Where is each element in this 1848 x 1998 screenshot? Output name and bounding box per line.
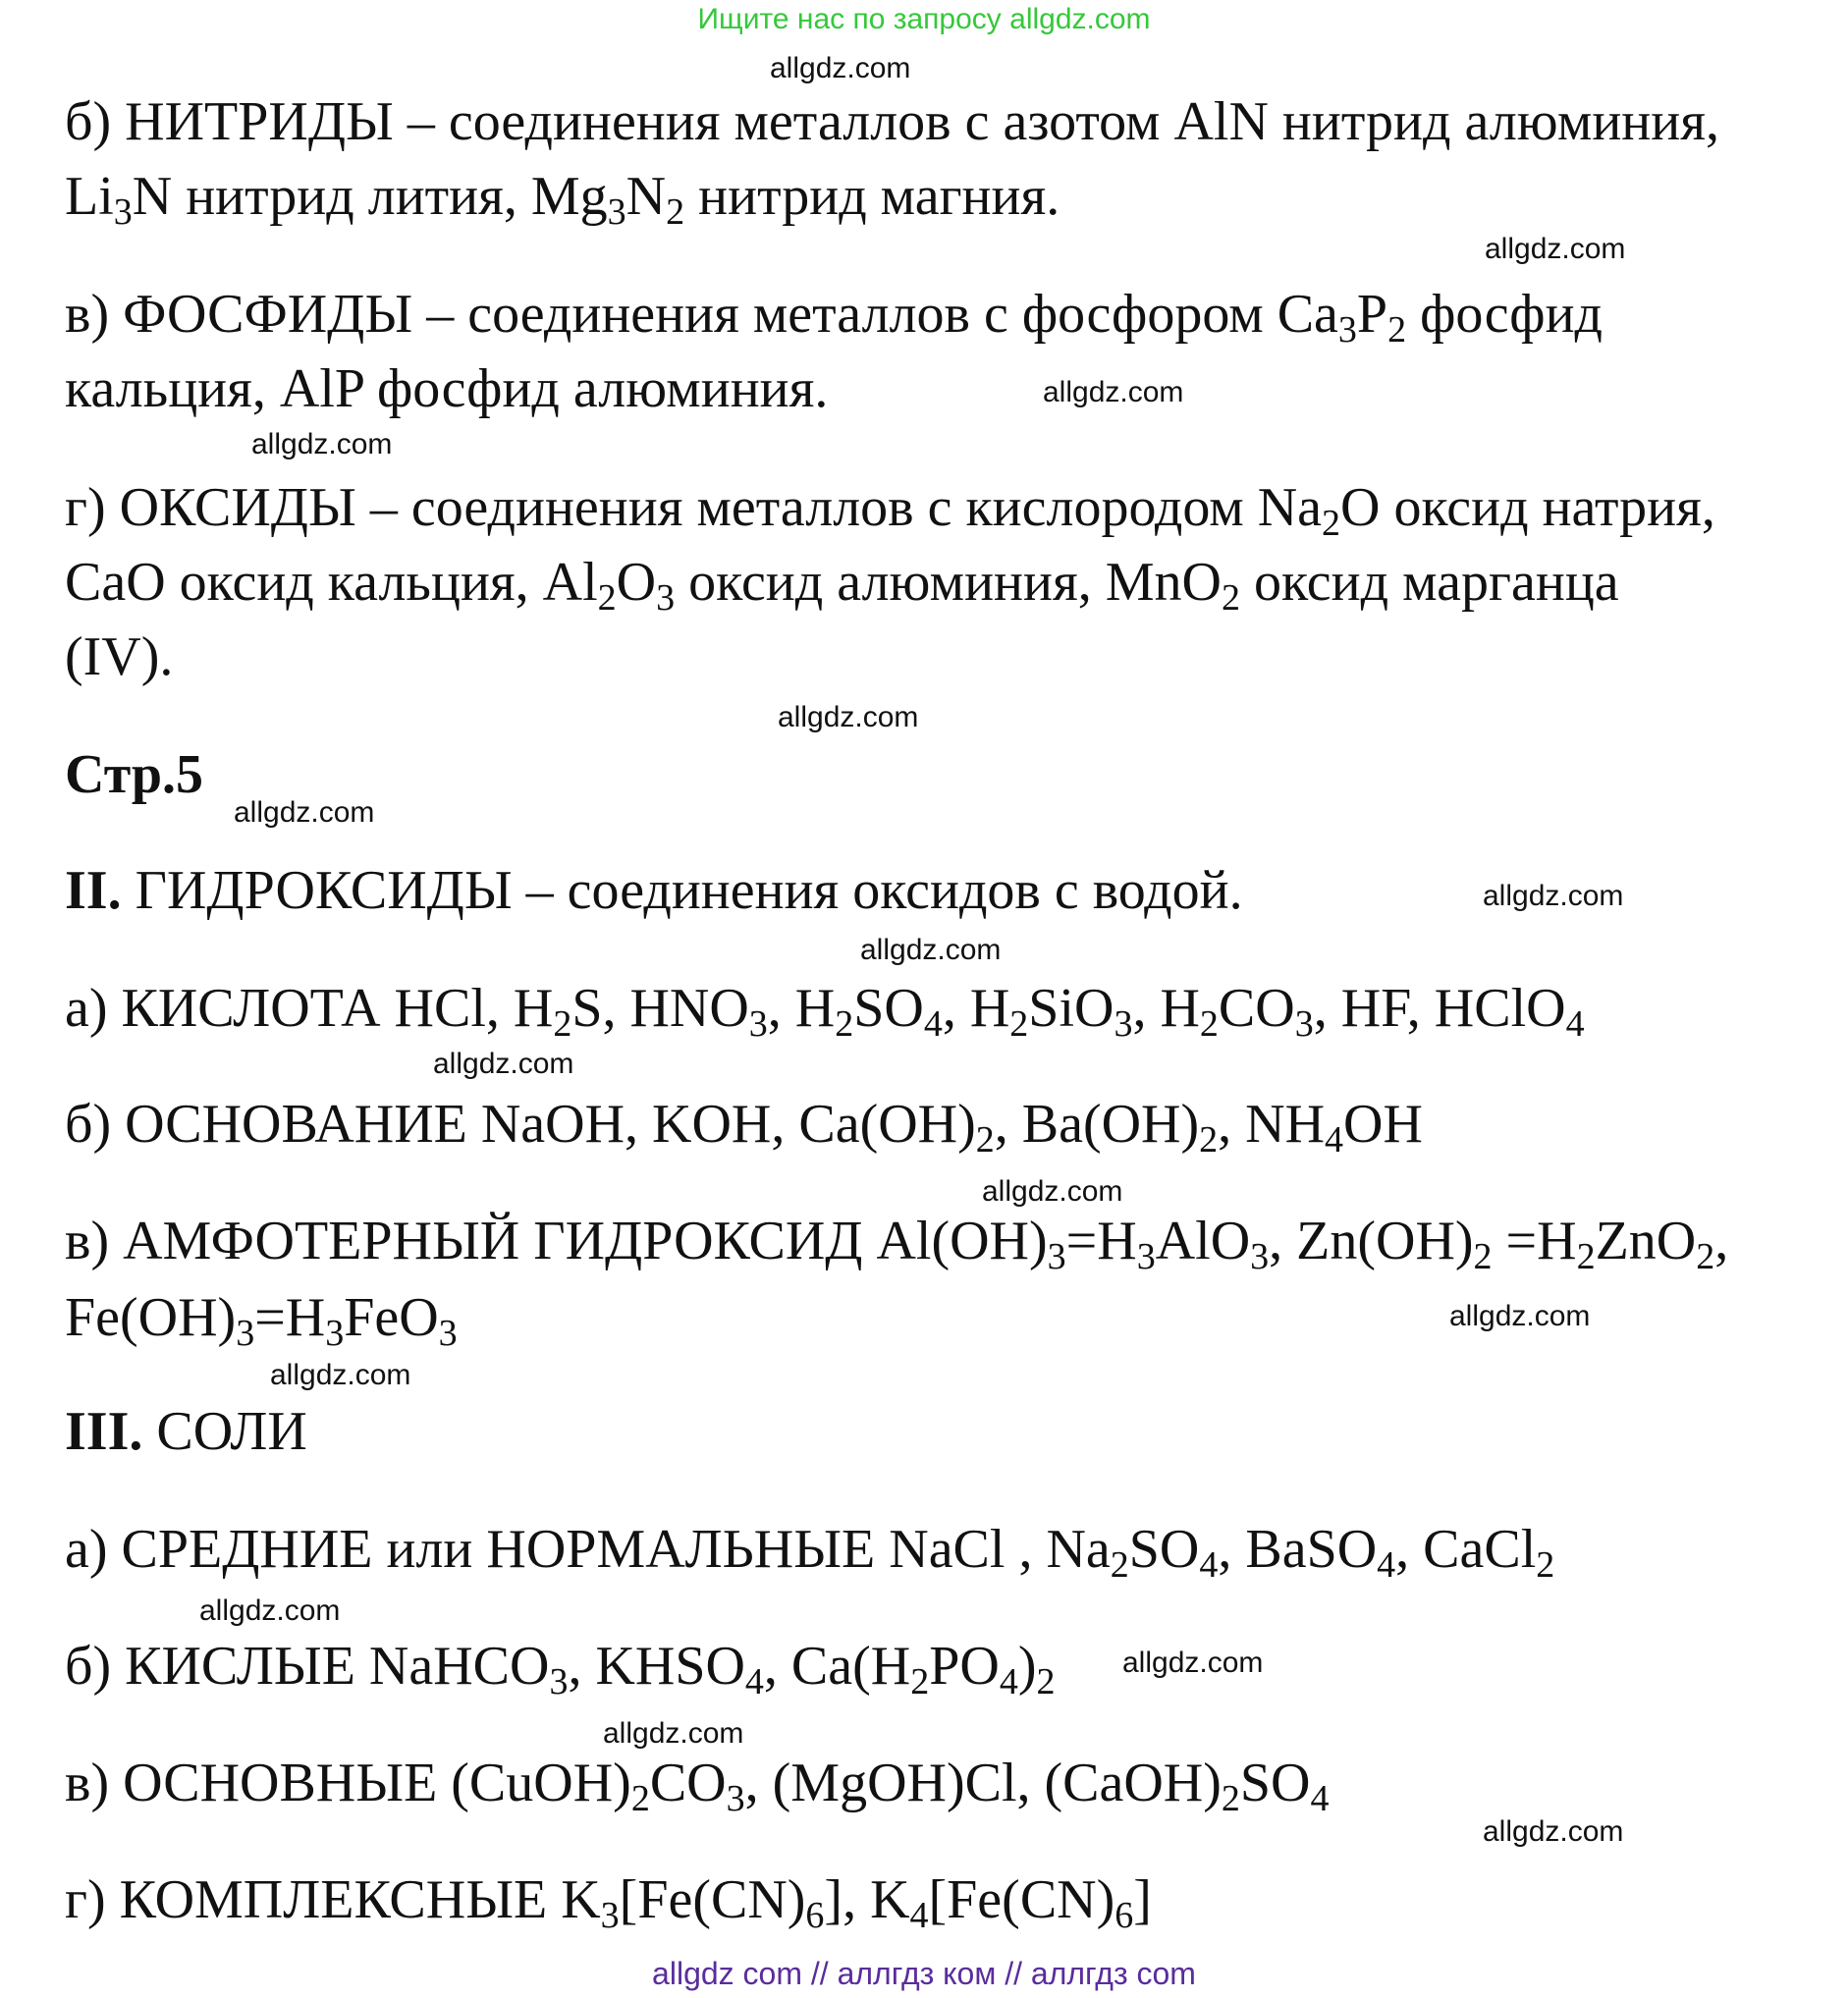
- watermark: allgdz.com: [433, 1048, 574, 1080]
- page-heading: Стр.5: [65, 744, 204, 805]
- amphoteric-line-1: в) АМФОТЕРНЫЙ ГИДРОКСИД $Al(OH)_3=H_3AlO_3$, $Zn(OH)_2 =H_2ZnO_2$,: [65, 1211, 1729, 1277]
- watermark: allgdz.com: [1485, 233, 1626, 265]
- nitrides-line-1: б) НИТРИДЫ – соединения металлов с азотом AlN нитрид алюминия,: [65, 91, 1719, 152]
- oxides-line-3: (IV).: [65, 626, 174, 687]
- nitrides-line-2: $Li_3N$ нитрид лития, $Mg_3N_2$ нитрид магния.: [65, 166, 1060, 233]
- acidic-salts-line: б) КИСЛЫЕ NaHCO$_3$, $KHSO_4$, $Ca(H_2PO_4)_2$: [65, 1636, 1056, 1702]
- top-banner: Ищите нас по запросу allgdz.com: [697, 3, 1151, 35]
- footer-links: allgdz com // аллгдз ком // аллгдз com: [652, 1956, 1196, 1991]
- watermark: allgdz.com: [199, 1594, 341, 1627]
- watermark: allgdz.com: [1122, 1647, 1264, 1679]
- salts-title: III. СОЛИ: [65, 1401, 307, 1462]
- watermark: allgdz.com: [234, 796, 375, 829]
- watermark: allgdz.com: [1483, 1815, 1624, 1848]
- normal-salts-line: а) СРЕДНИЕ или НОРМАЛЬНЫЕ NaCl , $Na_2SO_4$, BaSO$_4$, CaCl$_2$: [65, 1519, 1555, 1586]
- basic-salts-line: в) ОСНОВНЫЕ $(CuOH)_2CO_3$, (MgOH)Cl, $(CaOH)_2SO_4$: [65, 1753, 1330, 1819]
- amphoteric-line-2: $Fe(OH)_3=H_3FeO_3$: [65, 1287, 458, 1354]
- watermark: allgdz.com: [1483, 880, 1624, 912]
- watermark: allgdz.com: [251, 428, 393, 460]
- phosphides-line-2: кальция, AlP фосфид алюминия.: [65, 358, 829, 419]
- acid-line: а) КИСЛОТА HCl, $H_2S$, $HNO_3$, $H_2SO_4$, $H_2SiO_3$, $H_2CO_3$, HF, HClO$_4$: [65, 978, 1585, 1045]
- watermark: allgdz.com: [982, 1175, 1123, 1208]
- oxides-line-1: г) ОКСИДЫ – соединения металлов с кислородом $Na_2O$ оксид натрия,: [65, 477, 1715, 544]
- watermark: allgdz.com: [770, 52, 911, 84]
- watermark: allgdz.com: [860, 934, 1002, 966]
- watermark: allgdz.com: [778, 701, 919, 733]
- phosphides-line-1: в) ФОСФИДЫ – соединения металлов с фосфором $Ca_3P_2$ фосфид: [65, 284, 1603, 351]
- base-line: б) ОСНОВАНИЕ NaOH, KOH, $Ca(OH)_2$, $Ba(OH)_2$, $NH_4OH$: [65, 1094, 1423, 1161]
- watermark: allgdz.com: [1449, 1300, 1591, 1332]
- watermark: allgdz.com: [1043, 376, 1184, 408]
- oxides-line-2: CaO оксид кальция, $Al_2O_3$ оксид алюминия, MnO$_2$ оксид марганца: [65, 552, 1619, 619]
- hydroxides-title: II. ГИДРОКСИДЫ – соединения оксидов с водой.: [65, 860, 1243, 921]
- watermark: allgdz.com: [270, 1359, 411, 1391]
- complex-salts-line: г) КОМПЛЕКСНЫЕ $K_3[Fe(CN)_6]$, $K_4[Fe(CN)_6]$: [65, 1869, 1152, 1936]
- watermark: allgdz.com: [603, 1717, 744, 1750]
